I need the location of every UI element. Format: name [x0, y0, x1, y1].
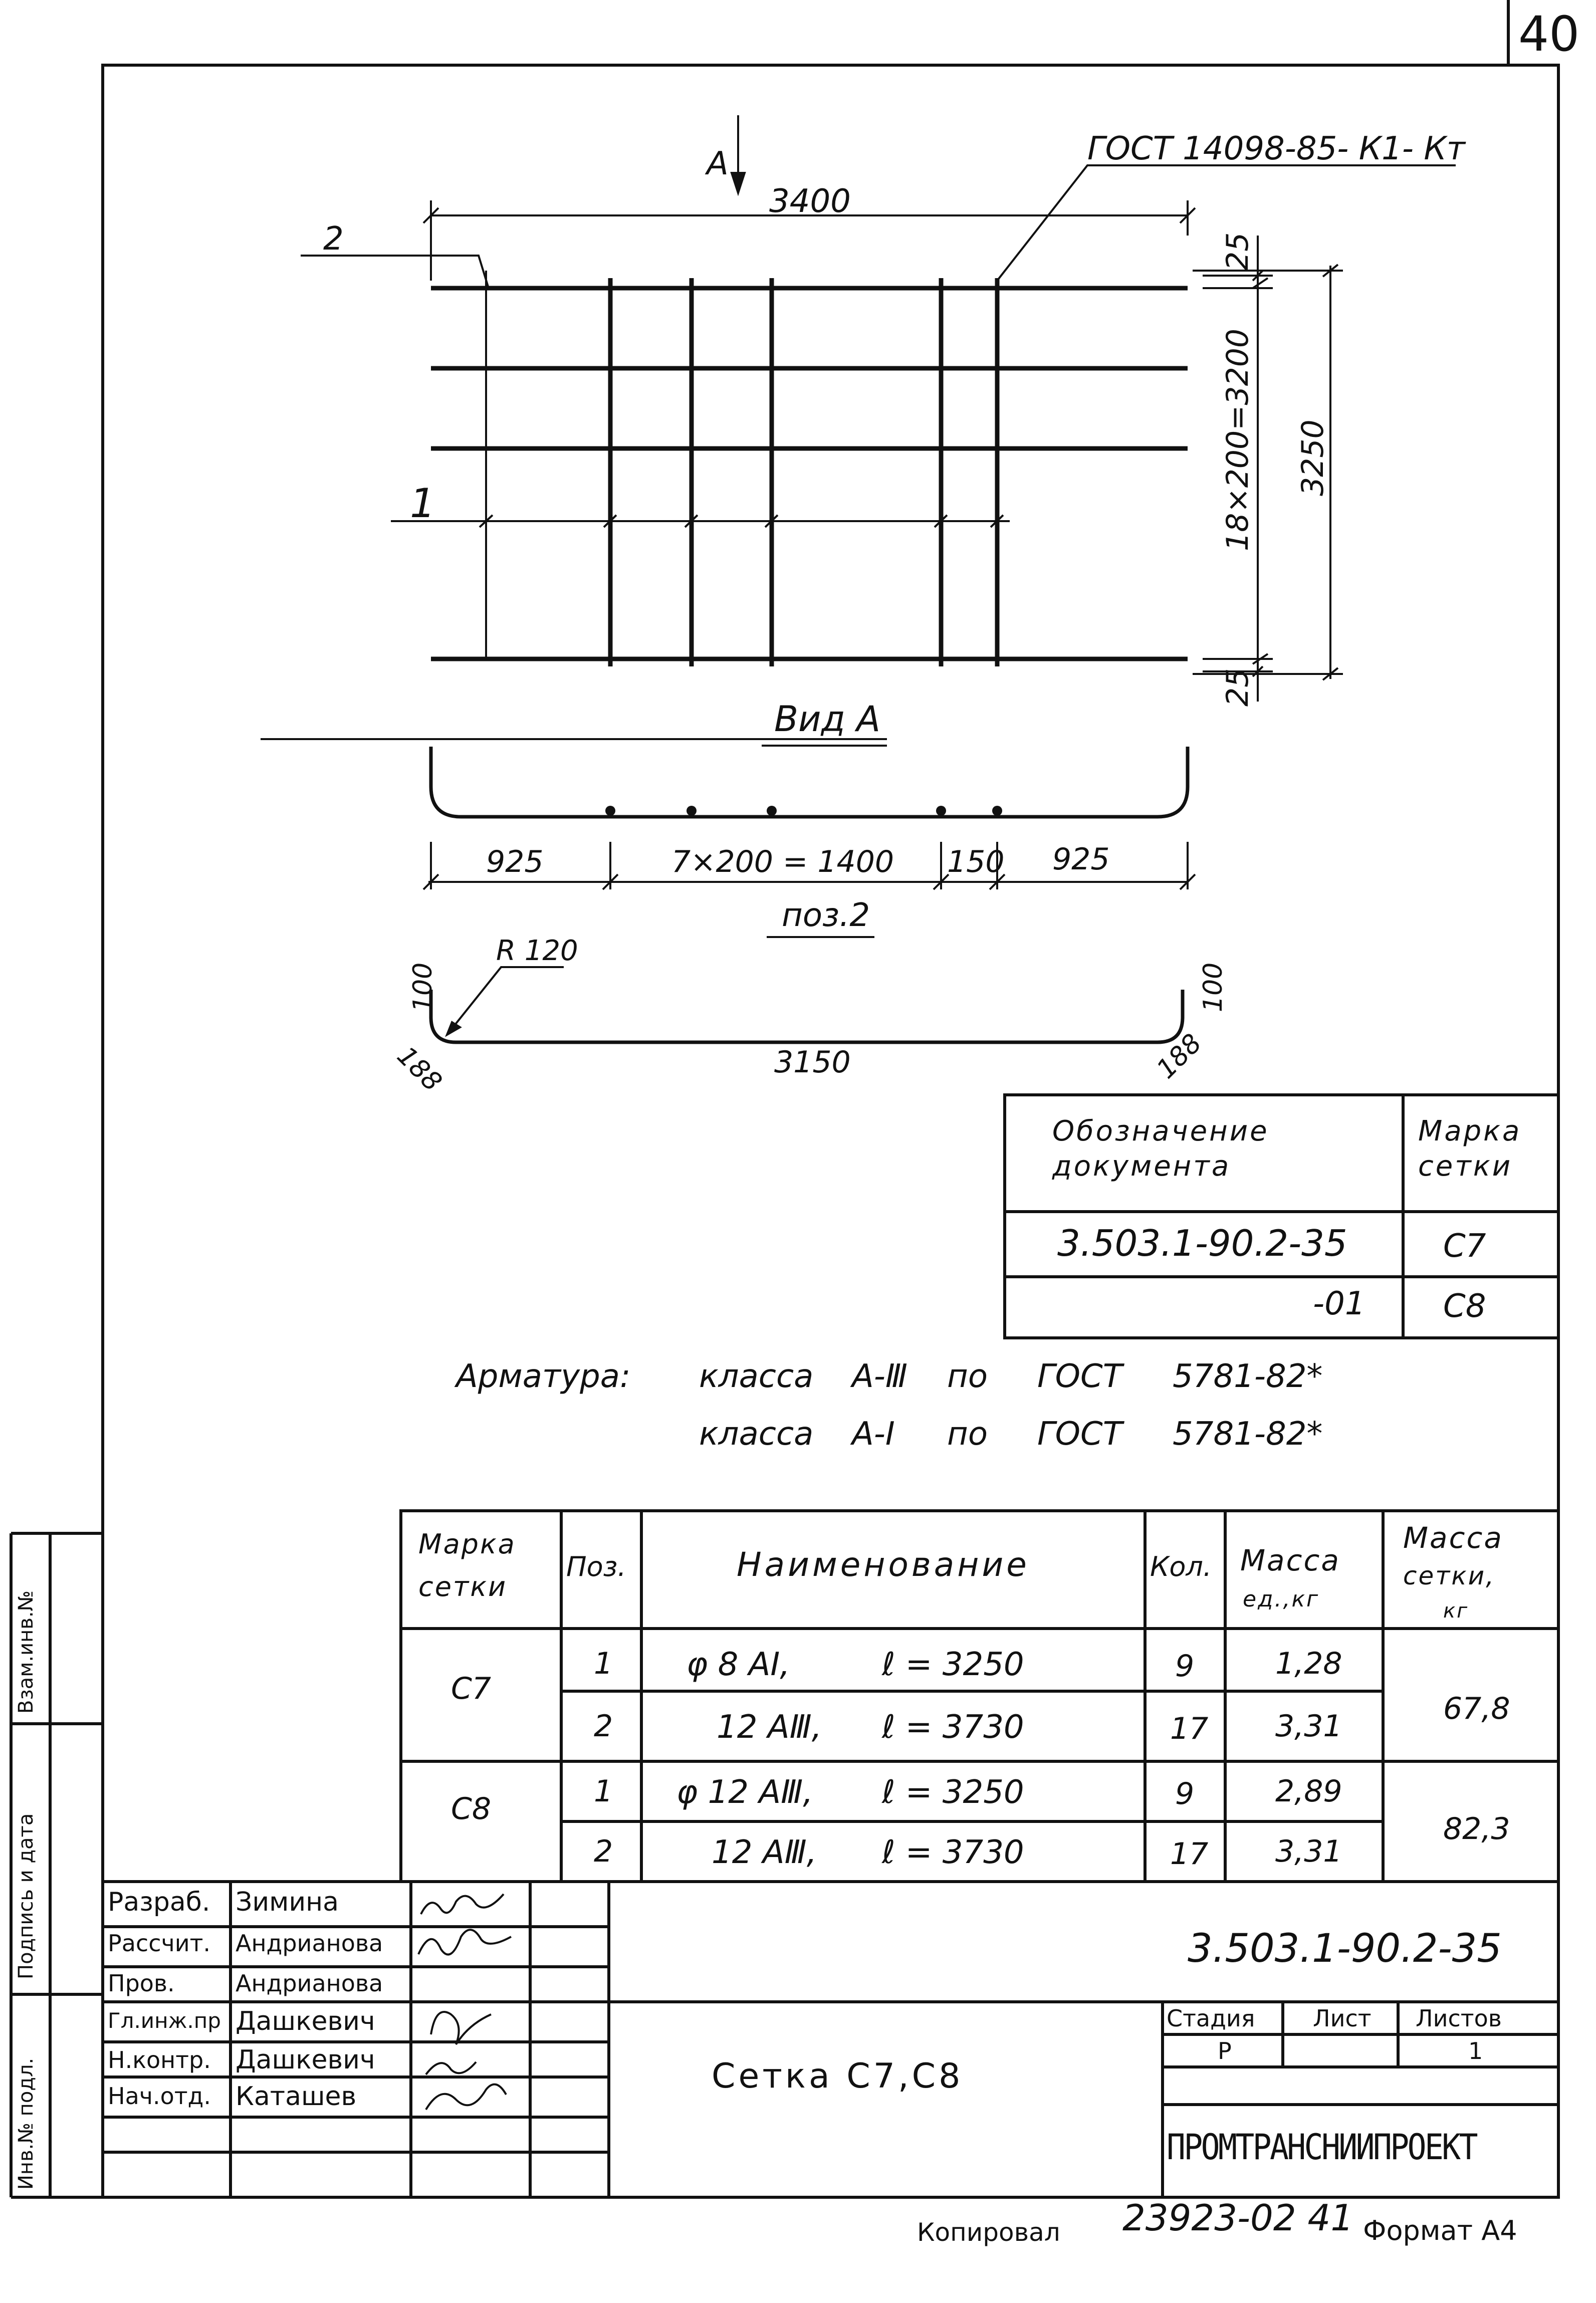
doc-row-1-mark: С7	[1443, 1228, 1486, 1265]
tb-role-5: Н.контр.	[108, 2046, 211, 2074]
spec-header-unit-mass-1: Масса	[1240, 1543, 1340, 1577]
tb-sheets-header: Листов	[1416, 2005, 1502, 2032]
tb-stage-header: Стадия	[1167, 2005, 1255, 2032]
rebar-1-class: класса	[699, 1358, 814, 1395]
dim-left: 925	[486, 844, 544, 879]
rebar-2-number: 5781-82*	[1173, 1416, 1323, 1453]
rebar-2-gost: ГОСТ	[1037, 1416, 1122, 1453]
bend-len-left: 188	[391, 1041, 448, 1097]
bend-height-right: 100	[1198, 962, 1228, 1012]
spec-header-qty: Кол.	[1150, 1551, 1212, 1582]
rebar-2-grade: А-Ⅰ	[852, 1416, 895, 1453]
gost-note: ГОСТ 14098-85- К1- Кт	[1087, 130, 1466, 167]
tb-name-3: Андрианова	[236, 1970, 383, 1997]
tb-role-2: Рассчит.	[108, 1930, 211, 1957]
tb-name-5: Дашкевич	[236, 2045, 375, 2075]
spec-c8-r1-length: ℓ = 3250	[882, 1774, 1024, 1811]
rebar-1-number: 5781-82*	[1173, 1358, 1323, 1395]
pos-label-2: 2	[323, 220, 344, 258]
mark-header-line1: Марка	[1418, 1115, 1522, 1147]
tb-role-6: Нач.отд.	[108, 2083, 211, 2110]
dim-height: 3250	[1295, 419, 1330, 496]
bend-height-left: 100	[408, 962, 438, 1012]
tb-title: Сетка С7,С8	[712, 2056, 964, 2096]
doc-row-2-code: -01	[1313, 1285, 1365, 1322]
spec-c7-r2-qty: 17	[1170, 1711, 1209, 1746]
dim-width: 3400	[769, 183, 851, 220]
spec-c8-r2-name: 12 АⅢ,	[712, 1834, 817, 1871]
spec-c8-mark: С8	[451, 1791, 492, 1826]
dim-bottom-len: 3150	[774, 1045, 851, 1080]
spec-c8-r1-qty: 9	[1175, 1776, 1195, 1811]
pos2-bar	[431, 990, 1183, 1042]
tb-name-2: Андрианова	[236, 1930, 383, 1957]
dim-right: 925	[1052, 842, 1110, 877]
side-label-original-inv: Инв.№ подл.	[15, 2057, 38, 2190]
rebar-label: Арматура:	[456, 1358, 631, 1395]
dim-top-margin: 25	[1220, 232, 1255, 271]
spec-header-mesh-mass-1: Масса	[1403, 1521, 1503, 1555]
spec-c8-total: 82,3	[1443, 1811, 1510, 1847]
spec-c8-r2-pos: 2	[594, 1834, 613, 1869]
footer-copied: Копировал	[917, 2218, 1060, 2247]
spec-header-mesh-mass-3: кг	[1443, 1599, 1469, 1623]
tb-name-4: Дашкевич	[236, 2006, 375, 2036]
spec-c7-r2-mass: 3,31	[1275, 1709, 1342, 1744]
doc-row-1-code: 3.503.1-90.2-35	[1057, 1222, 1347, 1264]
spec-c7-r1-qty: 9	[1175, 1649, 1195, 1684]
tb-name-6: Каташев	[236, 2082, 357, 2112]
tb-role-3: Пров.	[108, 1970, 175, 1997]
tb-stage-value: Р	[1218, 2037, 1232, 2064]
doc-header-line1: Обозначение	[1052, 1115, 1269, 1147]
rebar-1-gost: ГОСТ	[1037, 1358, 1122, 1395]
mesh-plan	[431, 278, 1188, 666]
tb-doc-code: 3.503.1-90.2-35	[1188, 1926, 1502, 1971]
spec-c7-r1-name: φ 8 АⅠ,	[687, 1646, 790, 1683]
spec-c7-total: 67,8	[1443, 1691, 1510, 1726]
side-label-signature-date: Подпись и дата	[15, 1813, 38, 1979]
spec-c7-r1-length: ℓ = 3250	[882, 1646, 1024, 1683]
spec-c7-mark: С7	[451, 1671, 492, 1706]
side-label-replaced-inv: Взам.инв.№	[15, 1590, 38, 1714]
tb-role-4: Гл.инж.пр	[108, 2008, 221, 2033]
bend-len-right: 188	[1151, 1028, 1208, 1085]
rebar-2-by: по	[947, 1416, 988, 1453]
radius-label: R 120	[496, 935, 578, 967]
dim-spacing: 18×200=3200	[1220, 328, 1255, 551]
spec-c7-r1-pos: 1	[594, 1646, 613, 1681]
spec-header-mesh-mass-2: сетки,	[1403, 1561, 1495, 1590]
spec-c8-r2-length: ℓ = 3730	[882, 1834, 1024, 1871]
tb-org: ПРОМТРАНСНИИПРОЕКТ	[1167, 2127, 1476, 2168]
dim-bottom-margin: 25	[1220, 668, 1255, 707]
spec-c8-r2-mass: 3,31	[1275, 1834, 1342, 1869]
footer-order: 23923-02 41	[1122, 2197, 1354, 2239]
spec-header-unit-mass-2: ед.,кг	[1243, 1586, 1320, 1612]
dim-middle: 7×200 = 1400	[671, 844, 894, 879]
footer-format: Формат А4	[1363, 2215, 1517, 2246]
doc-header-line2: документа	[1052, 1150, 1231, 1183]
spec-header-mark-2: сетки	[418, 1571, 508, 1602]
tb-sheets-value: 1	[1468, 2037, 1483, 2064]
pos-label-1: 1	[410, 480, 435, 527]
spec-c7-r2-pos: 2	[594, 1709, 613, 1744]
spec-c8-r2-qty: 17	[1170, 1836, 1209, 1872]
spec-c8-r1-pos: 1	[594, 1774, 613, 1809]
page-number: 40	[1518, 6, 1580, 62]
pos2-title: поз.2	[782, 897, 870, 934]
view-title: Вид А	[774, 699, 881, 740]
spec-c8-r1-mass: 2,89	[1275, 1774, 1342, 1809]
sheet-frame	[103, 65, 1558, 2197]
tb-role-1: Разраб.	[108, 1887, 210, 1917]
mark-header-line2: сетки	[1418, 1150, 1513, 1183]
rebar-1-grade: А-Ⅲ	[852, 1358, 907, 1395]
spec-c7-r2-name: 12 АⅢ,	[717, 1709, 822, 1746]
tb-sheet-header: Лист	[1313, 2005, 1372, 2032]
spec-c7-r1-mass: 1,28	[1275, 1646, 1342, 1681]
spec-header-name: Наименование	[737, 1545, 1030, 1584]
view-a-section	[431, 747, 1188, 817]
view-arrow-label: А	[707, 145, 729, 182]
rebar-2-class: класса	[699, 1416, 814, 1453]
spec-c7-r2-length: ℓ = 3730	[882, 1709, 1024, 1746]
spec-header-pos: Поз.	[566, 1551, 626, 1582]
rebar-1-by: по	[947, 1358, 988, 1395]
dim-gap: 150	[947, 844, 1005, 879]
spec-c8-r1-name: φ 12 АⅢ,	[676, 1774, 813, 1811]
doc-row-2-mark: С8	[1443, 1288, 1486, 1325]
tb-name-1: Зимина	[236, 1887, 339, 1917]
spec-header-mark-1: Марка	[418, 1528, 516, 1560]
